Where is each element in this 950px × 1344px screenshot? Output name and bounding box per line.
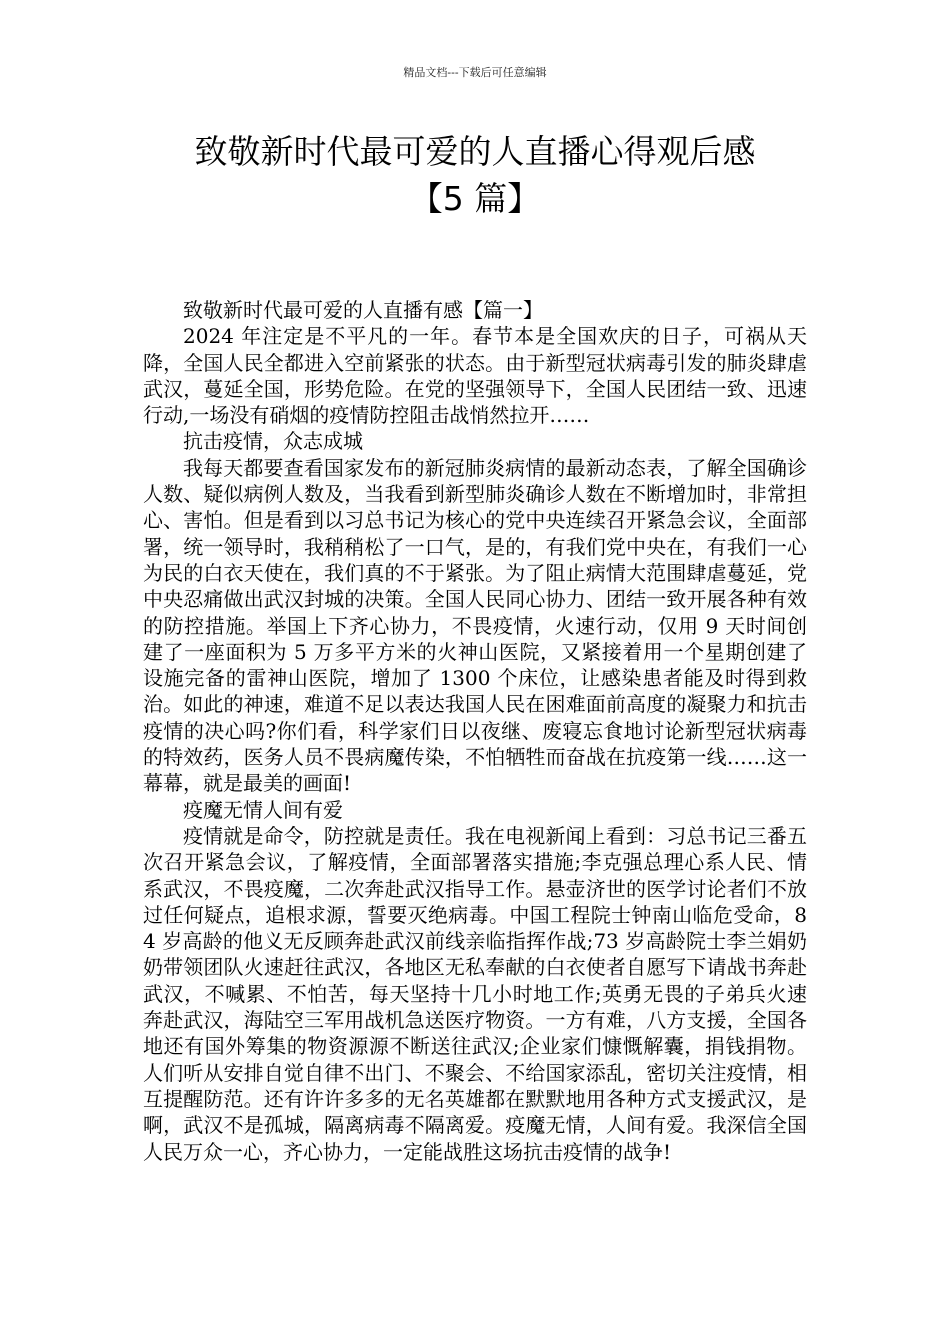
- document-body: [143, 297, 807, 1165]
- subheading: 疫魔无情人间有爱: [183, 797, 343, 822]
- subheading: 抗击疫情，众志成城: [183, 429, 363, 454]
- section-heading: 致敬新时代最可爱的人直播有感【篇一】: [183, 298, 543, 322]
- paragraph: 2024 年注定是不平凡的一年。春节本是全国欢庆的日子，可祸从天降，全国人民全都进入空前紧张的状态。由于新型冠状病毒引发的肺炎肆虐武汉，蔓延全国，形势危险。在党的坚强领导下，全国人民团结一致、迅速行动,一场没有硝烟的疫情防控阻击战悄然拉开……: [143, 324, 807, 428]
- title-line-2: 【5 篇】: [409, 179, 541, 218]
- document-title: [95, 128, 855, 222]
- paragraph: 我每天都要查看国家发布的新冠肺炎病情的最新动态表，了解全国确诊人数、疑似病例人数及，当我看到新型肺炎确诊人数在不断增加时，非常担心、害怕。但是看到以习总书记为核心的党中央连续召开紧急会议，全面部署，统一领导时，我稍稍松了一口气，是的，有我们党中央在，有我们一心为民的白衣天使在，我们真的不于紧张。为了阻止病情大范围肆虐蔓延，党中央忍痛做出武汉封城的决策。全国人民同心协力、团结一致开展各种有效的防控措施。举国上下齐心协力，不畏疫情，火速行动，仅用 9 天时间创建了一座面积为 5 万多平方米的火神山医院，又紧接着用一个星期创建了设施完备的雷神山医院，增加了 1300 个床位，让感染患者能及时得到救治。如此的神速，难道不足以表达我国人民在困难面前高度的凝聚力和抗击疫情的决心吗?你们看，科学家们日以夜继、废寝忘食地讨论新型冠状病毒的特效药，医务人员不畏病魔传染，不怕牺牲而奋战在抗疫第一线……这一幕幕，就是最美的画面!: [143, 455, 807, 796]
- paragraph: 疫情就是命令，防控就是责任。我在电视新闻上看到：习总书记三番五次召开紧急会议，了解疫情，全面部署落实措施;李克强总理心系人民、情系武汉，不畏疫魔，二次奔赴武汉指导工作。悬壶济世的医学讨论者们不放过任何疑点，追根求源，誓要灭绝病毒。中国工程院士钟南山临危受命，84 岁高龄的他义无反顾奔赴武汉前线亲临指挥作战;73 岁高龄院士李兰娟奶奶带领团队火速赶往武汉，各地区无私奉献的白衣使者自愿写下请战书奔赴武汉，不喊累、不怕苦，每天坚持十几小时地工作;英勇无畏的子弟兵火速奔赴武汉，海陆空三军用战机急送医疗物资。一方有难，八方支援，全国各地还有国外筹集的物资源源不断送往武汉;企业家们慷慨解囊，捐钱捐物。人们听从安排自觉自律不出门、不聚会、不给国家添乱，密切关注疫情，相互提醒防范。还有许许多多的无名英雄都在默默地用各种方式支援武汉，是啊，武汉不是孤城，隔离病毒不隔离爱。疫魔无情，人间有爱。我深信全国人民万众一心，齐心协力，一定能战胜这场抗击疫情的战争!: [143, 823, 807, 1164]
- header-note: 精品文档---下载后可任意编辑: [403, 66, 547, 79]
- title-line-1: 致敬新时代最可爱的人直播心得观后感: [194, 132, 756, 171]
